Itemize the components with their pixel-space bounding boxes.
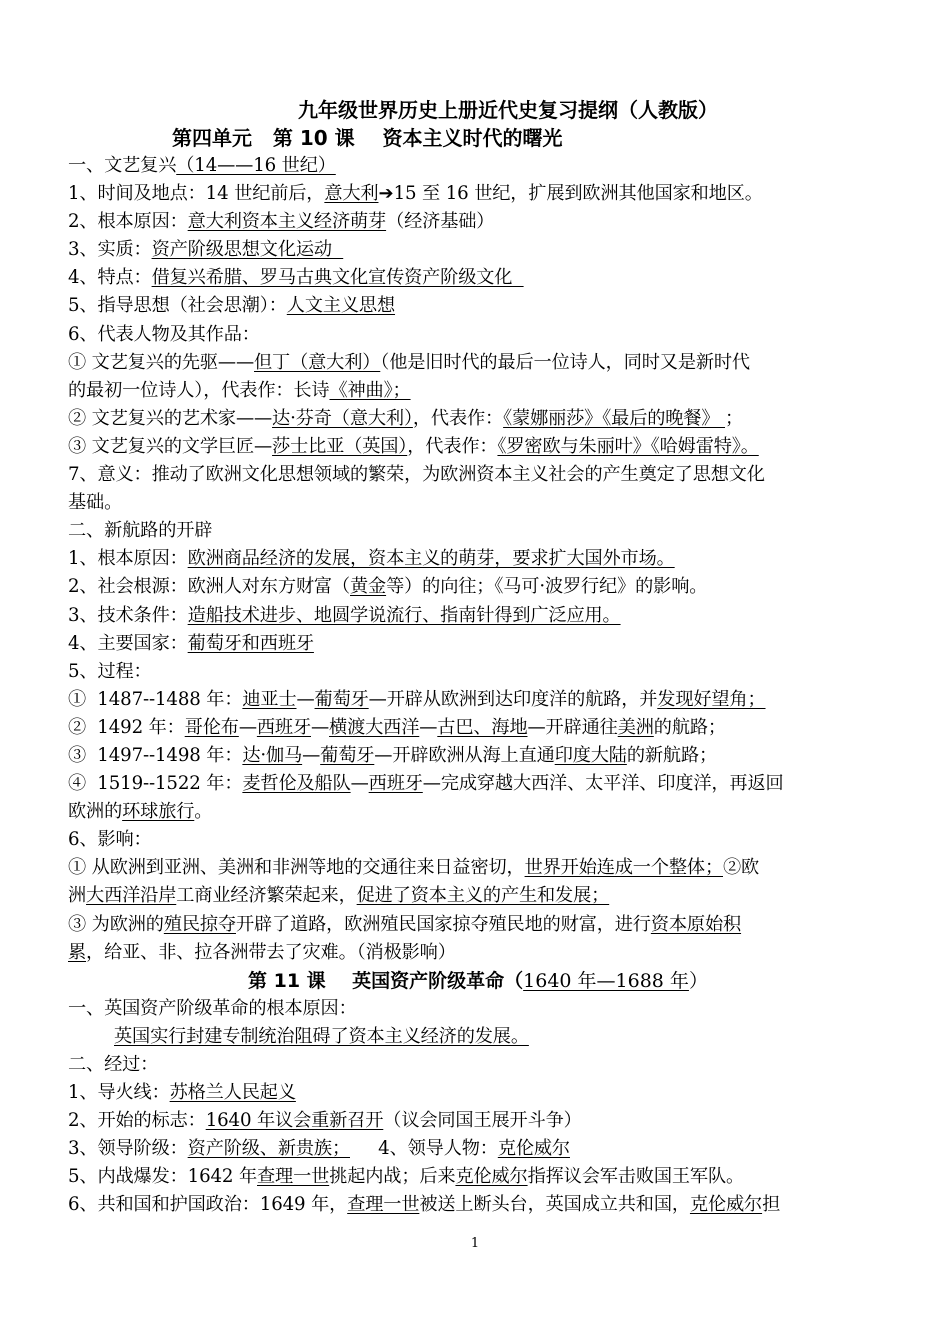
text-line: 英国实行封建专制统治阻碍了资本主义经济的发展。 [114, 1025, 529, 1047]
text-line: 基础。 [68, 492, 123, 514]
text-line: 累，给亚、非、拉各洲带去了灾难。（消极影响） [68, 941, 456, 963]
text-line: 3、实质：资产阶级思想文化运动 [68, 239, 344, 261]
text-line: 2、社会根源：欧洲人对东方财富（黄金等）的向往；《马可·波罗行纪》的影响。 [68, 576, 708, 598]
text-line: 6、共和国和护国政治：1649 年，查理一世被送上断头台，英国成立共和国，克伦威尔担 [68, 1194, 781, 1216]
text-line: ① 从欧洲到亚洲、美洲和非洲等地的交通往来日益密切，世界开始连成一个整体；②欧 [68, 857, 760, 879]
text-line: 二、经过： [68, 1053, 159, 1075]
text-line: 4、特点：借复兴希腊、罗马古典文化宣传资产阶级文化 [68, 267, 524, 289]
text-line: 5、内战爆发：1642 年查理一世挑起内战；后来克伦威尔指挥议会军击败国王军队。 [68, 1166, 745, 1188]
text-line: ③ 文艺复兴的文学巨匠—莎士比亚（英国），代表作：《罗密欧与朱丽叶》《哈姆雷特》。 [68, 435, 759, 457]
text-line: 欧洲的环球旅行。 [68, 801, 213, 823]
text-line: 一、英国资产阶级革命的根本原因： [68, 997, 357, 1019]
text-line: 4、主要国家：葡萄牙和西班牙 [68, 632, 314, 654]
text-line: ① 1487--1488 年：迪亚士—葡萄牙—开辟从欧洲到达印度洋的航路，并发现好望角； [68, 688, 766, 710]
text-line: 5、过程： [68, 660, 152, 682]
text-line: 6、代表人物及其作品： [68, 323, 260, 345]
text-line: ① 文艺复兴的先驱——但丁（意大利）（他是旧时代的最后一位诗人，同时又是新时代 [68, 351, 750, 373]
section-heading-sea-routes: 二、新航路的开辟 [68, 520, 213, 542]
lesson-heading: 第 11 课 英国资产阶级革命（1640 年—1688 年） [248, 969, 708, 992]
text-line: ② 1492 年：哥伦布—西班牙—横渡大西洋—古巴、海地—开辟通往美洲的航路； [68, 716, 726, 738]
text-line: ③ 为欧洲的殖民掠夺开辟了道路，欧洲殖民国家掠夺殖民地的财富，进行资本原始积 [68, 913, 742, 935]
unit-heading: 第四单元 第 10 课 资本主义时代的曙光 [172, 126, 563, 150]
text-line: 的最初一位诗人），代表作：长诗《神曲》； [68, 379, 411, 401]
text-line: 1、根本原因：欧洲商品经济的发展，资本主义的萌芽，要求扩大国外市场。 [68, 548, 675, 570]
document-content [68, 96, 888, 1219]
text-line: ② 文艺复兴的艺术家——达·芬奇（意大利），代表作：《蒙娜丽莎》《最后的晚餐》 ； [68, 407, 744, 429]
text-line: 6、影响： [68, 829, 152, 851]
text-line: ③ 1497--1498 年：达·伽马—葡萄牙—开辟欧洲从海上直通印度大陆的新航路； [68, 744, 718, 766]
text-line: 2、根本原因：意大利资本主义经济萌芽（经济基础） [68, 211, 495, 233]
section-heading-renaissance: 一、文艺复兴（14——16 世纪） [68, 155, 336, 176]
text-line: 7、意义：推动了欧洲文化思想领域的繁荣，为欧洲资本主义社会的产生奠定了思想文化 [68, 464, 765, 486]
document-title: 九年级世界历史上册近代史复习提纲（人教版） [298, 98, 718, 122]
text-line: 洲大西洋沿岸工商业经济繁荣起来，促进了资本主义的产生和发展； [68, 885, 610, 907]
text-line: 5、指导思想（社会思潮）：人文主义思想 [68, 295, 396, 317]
text-line: 1、时间及地点：14 世纪前后，意大利➔15 至 16 世纪，扩展到欧洲其他国家和地区。 [68, 183, 763, 205]
text-line: 2、开始的标志：1640 年议会重新召开（议会同国王展开斗争） [68, 1110, 582, 1132]
text-line: 1、导火线：苏格兰人民起义 [68, 1082, 296, 1103]
text-line: ④ 1519--1522 年：麦哲伦及船队—西班牙—完成穿越大西洋、太平洋、印度洋，再返回 [68, 773, 784, 795]
page-number: 1 [470, 1236, 480, 1251]
text-line: 3、领导阶级：资产阶级、新贵族； 4、领导人物：克伦威尔 [68, 1138, 570, 1160]
text-line: 3、技术条件：造船技术进步、地圆学说流行、指南针得到广泛应用。 [68, 604, 621, 626]
